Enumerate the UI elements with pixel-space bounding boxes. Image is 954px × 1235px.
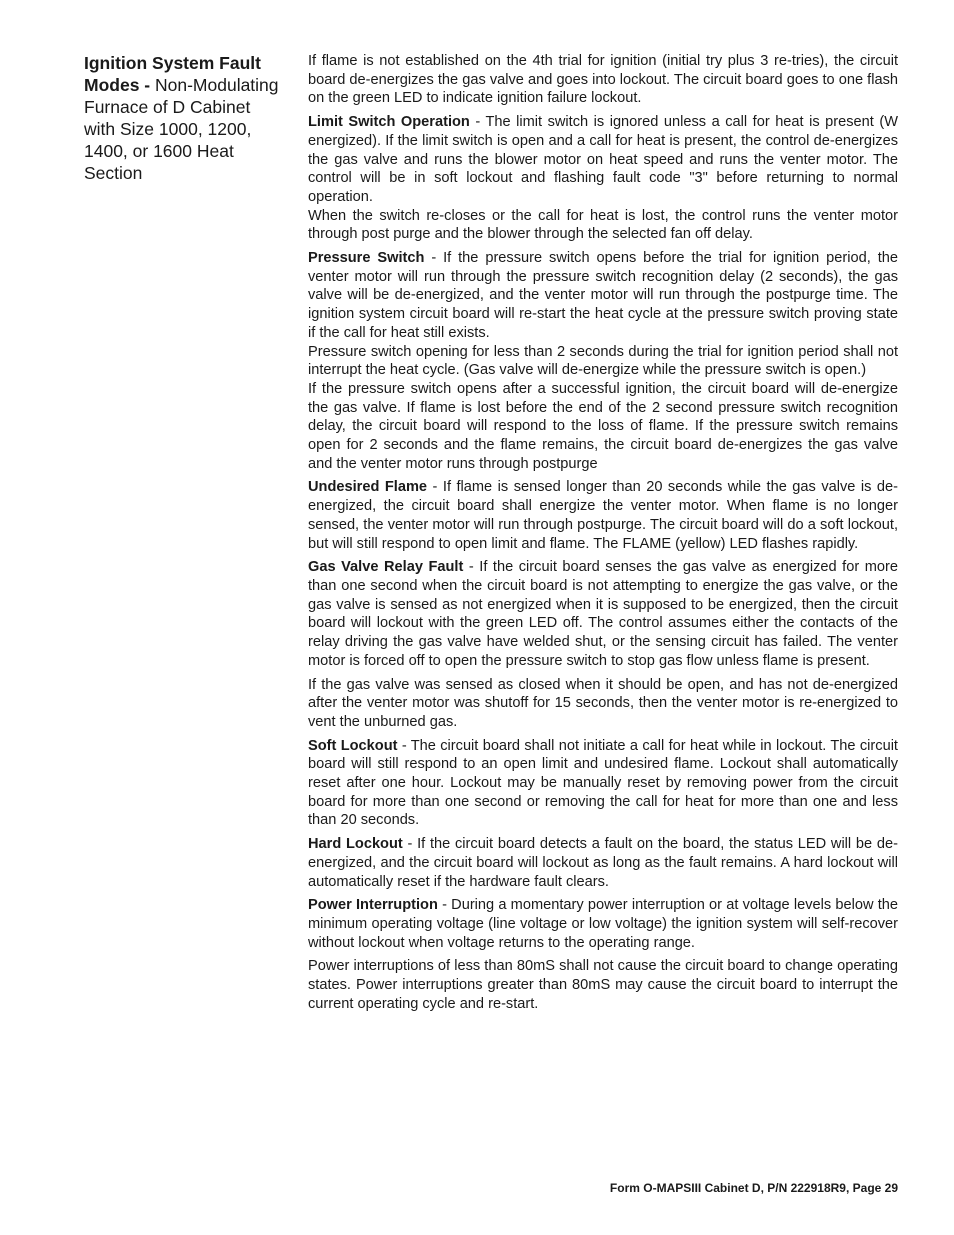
soft-lockout-lead: Soft Lockout bbox=[308, 737, 398, 754]
undesired-flame-lead: Undesired Flame bbox=[308, 479, 428, 496]
pressure-switch-paragraph bbox=[308, 249, 898, 343]
gas-valve-paragraph-2: If the gas valve was sensed as closed when it should be open, and has not de-energized after the venter motor was shutoff for 15 seconds, then the venter motor is re-energized to vent the unburned gas. bbox=[308, 676, 898, 730]
gas-valve-lead: Gas Valve Relay Fault bbox=[308, 559, 464, 576]
pressure-switch-lead: Pressure Switch bbox=[308, 250, 425, 267]
undesired-flame-paragraph bbox=[308, 478, 898, 553]
pressure-switch-text: - If the pressure switch opens before the trial for ignition period, the venter motor will run through the pressure switch recognition delay (2 seconds), the gas valve will be de-energized, and the venter motor will run through the postpurge time. The ignition system circuit board will re-start the heat cycle at the pressure switch proving state if the call for heat still exists. bbox=[308, 250, 898, 341]
section-heading-bold: Ignition System Fault Modes - bbox=[84, 53, 261, 95]
power-interruption-lead: Power Interruption bbox=[308, 897, 438, 914]
intro-paragraph: If flame is not established on the 4th trial for ignition (initial try plus 3 re-tries), the circuit board de-energizes the gas valve and goes into lockout. The circuit board goes to one flash on the green LED to indicate ignition failure lockout. bbox=[308, 53, 898, 107]
soft-lockout-text: - The circuit board shall not initiate a call for heat while in lockout. The circuit board will still respond to an open limit and undesired flame. Lockout shall automatically reset after one hour. Lockout may be manually reset by removing power from the circuit board for more than one second or removing the call for heat for more than one and less than 20 seconds. bbox=[308, 737, 898, 829]
power-interruption-paragraph bbox=[308, 896, 898, 952]
power-interruption-paragraph-2: Power interruptions of less than 80mS shall not cause the circuit board to change operating states. Power interruptions greater than 80mS may cause the circuit board to interrupt the current operating cycle and re-start. bbox=[308, 958, 898, 1012]
undesired-flame-text: - If flame is sensed longer than 20 seconds while the gas valve is de-energized, the circuit board shall energize the venter motor. When flame is no longer sensed, the venter motor will run through postpurge. The circuit board will do a soft lockout, but will still respond to open limit and flame. The FLAME (yellow) LED flashes rapidly. bbox=[308, 479, 899, 552]
limit-switch-text: - The limit switch is ignored unless a call for heat is present (W energized). If the limit switch is open and a call for heat is present, the control de-energizes the gas valve and runs the blower motor on heat speed and runs the venter motor. The control will be in soft lockout and flashing fault code "3" before returning to normal operation. bbox=[308, 114, 898, 205]
hard-lockout-paragraph bbox=[308, 835, 898, 891]
power-interruption-text: - During a momentary power interruption or at voltage levels below the minimum operating voltage (line voltage or low voltage) the ignition system will self-recover without lockout when voltage returns to the operating range. bbox=[308, 897, 898, 951]
limit-switch-lead: Limit Switch Operation bbox=[308, 114, 470, 131]
pressure-switch-paragraph-2: Pressure switch opening for less than 2 seconds during the trial for ignition period shall not interrupt the heat cycle. (Gas valve will de-energize while the pressure switch is open.) bbox=[308, 343, 898, 379]
section-heading-rest: Non-Modulating Furnace of D Cabinet with Size 1000, 1200, 1400, or 1600 Heat Section bbox=[84, 75, 279, 183]
section-heading bbox=[84, 52, 284, 184]
hard-lockout-text: - If the circuit board detects a fault on the board, the status LED will be de-energized, and the circuit board will lockout as long as the fault remains. A hard lockout will automatically reset if the hardware fault clears. bbox=[308, 836, 898, 890]
soft-lockout-paragraph bbox=[308, 737, 898, 831]
limit-switch-paragraph-2: When the switch re-closes or the call for heat is lost, the control runs the venter motor through post purge and the blower through the selected fan off delay. bbox=[308, 207, 898, 243]
limit-switch-paragraph bbox=[308, 113, 898, 207]
page-footer: Form O-MAPSIII Cabinet D, P/N 222918R9, Page 29 bbox=[609, 1181, 898, 1195]
main-content bbox=[308, 52, 898, 1013]
gas-valve-text: - If the circuit board senses the gas valve as energized for more than one second when the circuit board is not attempting to energize the gas valve, or the gas valve is sensed as not energized when it is supposed to be energized, then the circuit board will lockout with the green LED off. The control assumes either the contacts of the relay driving the gas valve have welded shut, or the sensing circuit has failed. The venter motor is forced off to open the pressure switch to stop gas flow unless flame is present. bbox=[308, 559, 898, 669]
gas-valve-paragraph bbox=[308, 558, 898, 670]
pressure-switch-paragraph-3: If the pressure switch opens after a successful ignition, the circuit board will de-energize the gas valve. If flame is lost before the end of the 2 second pressure switch recognition delay, the circuit board will respond to the loss of flame. If the pressure switch remains open for 2 seconds and the flame remains, the circuit board de-energizes the gas valve and the venter motor runs through postpurge bbox=[308, 380, 898, 472]
hard-lockout-lead: Hard Lockout bbox=[308, 836, 403, 853]
